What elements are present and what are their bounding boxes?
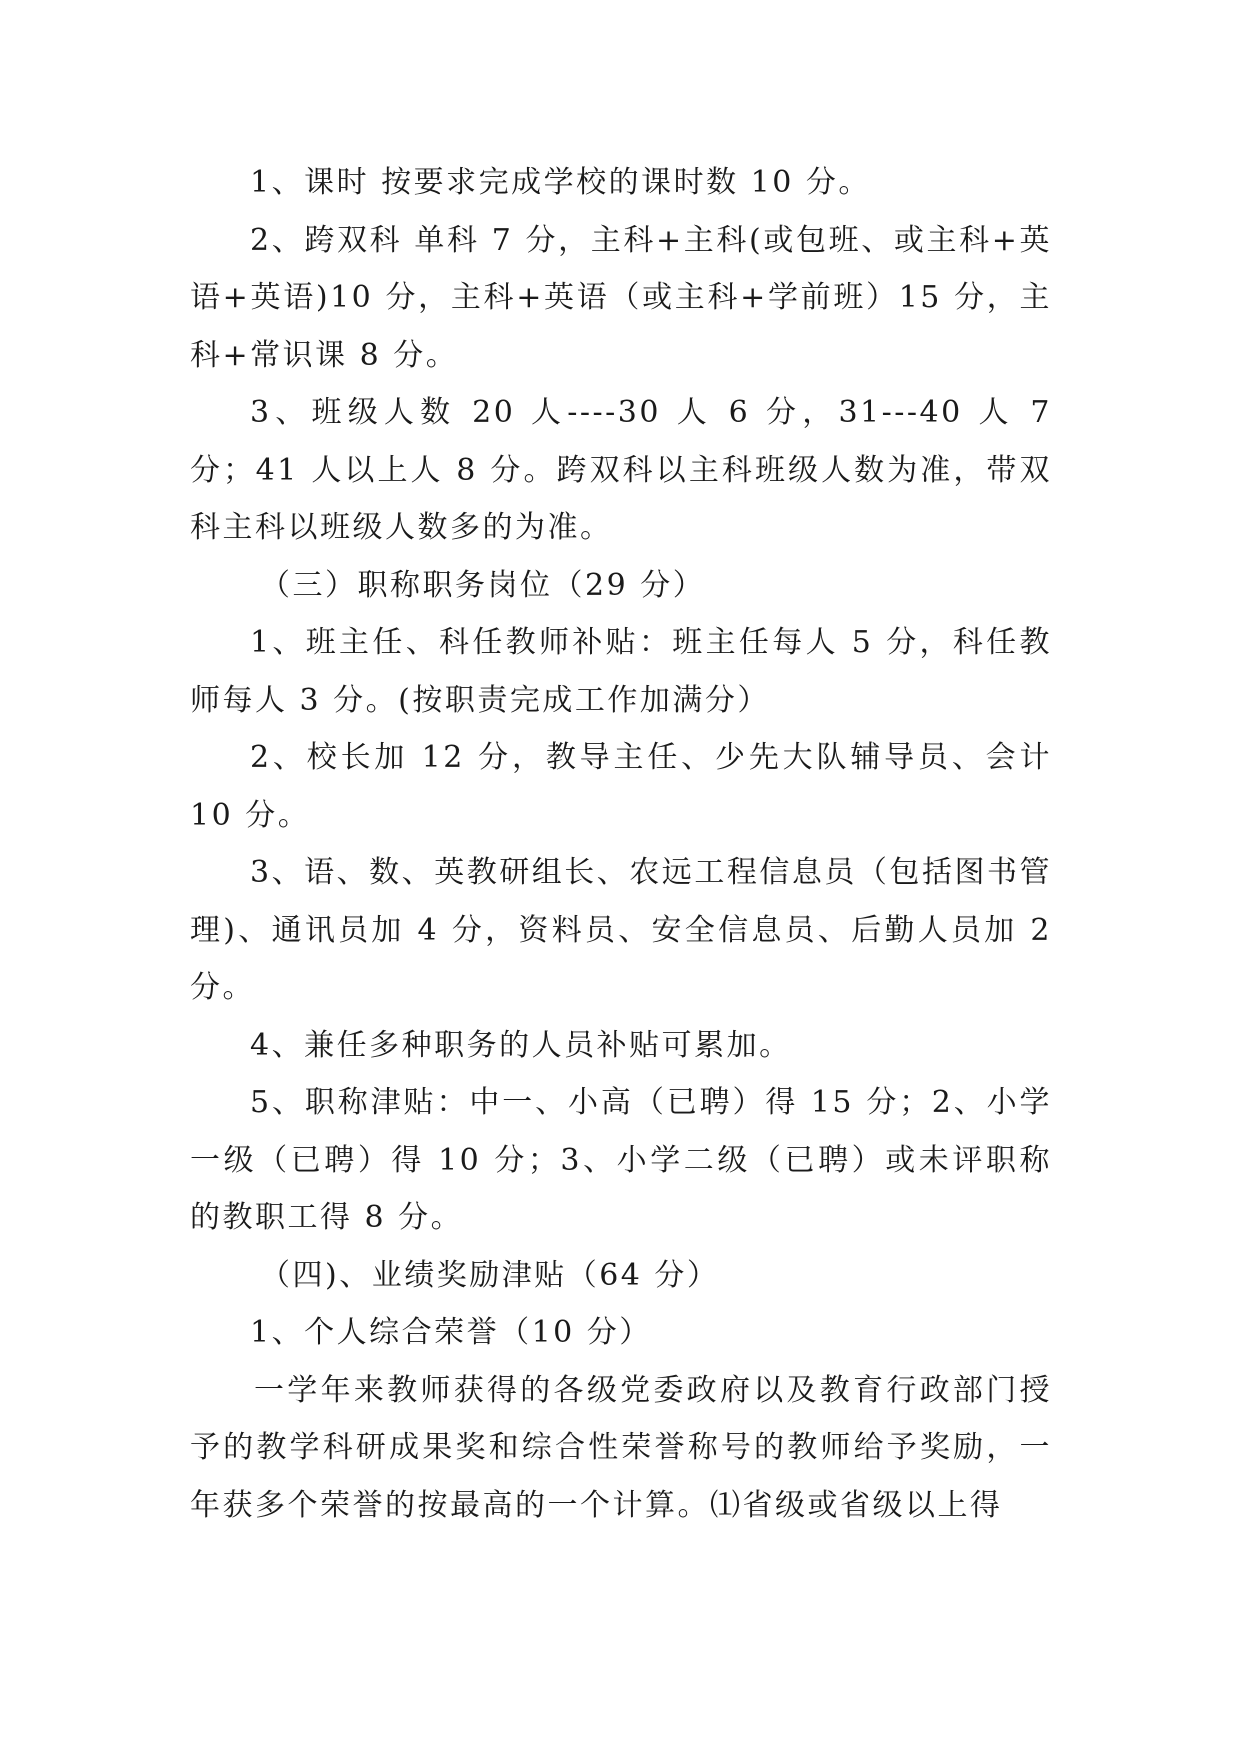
paragraph-multiple-duties: 4、兼任多种职务的人员补贴可累加。 bbox=[250, 1027, 792, 1063]
paragraph-personal-honor: 1、个人综合荣誉（10 分） bbox=[250, 1315, 652, 1350]
section-heading-performance: （四)、业绩奖励津贴（64 分） bbox=[260, 1257, 720, 1293]
document-body bbox=[190, 154, 1052, 1534]
paragraph-principal-bonus: 2、校长加 12 分，教导主任、少先大队辅导员、会计 10 分。 bbox=[190, 740, 1052, 833]
paragraph-cross-subject: 2、跨双科 单科 7 分，主科+主科(或包班、或主科+英语+英语)10 分，主科+英语（或主科+学前班）15 分，主科+常识课 8 分。 bbox=[190, 222, 1052, 373]
paragraph-class-size: 3、班级人数 20 人----30 人 6 分，31---40 人 7 分；41 人以上人 8 分。跨双科以主科班级人数为准，带双科主科以班级人数多的为准。 bbox=[190, 395, 1052, 545]
paragraph-honor-details: 一学年来教师获得的各级党委政府以及教育行政部门授予的教学科研成果奖和综合性荣誉称号的教师给予奖励，一年获多个荣誉的按最高的一个计算。⑴省级或省级以上得 bbox=[190, 1372, 1052, 1523]
paragraph-group-leaders: 3、语、数、英教研组长、农远工程信息员（包括图书管理)、通讯员加 4 分，资料员、安全信息员、后勤人员加 2 分。 bbox=[190, 855, 1052, 1005]
section-heading-title-duty: （三）职称职务岗位（29 分） bbox=[260, 567, 706, 603]
paragraph-title-allowance: 5、职称津贴：中一、小高（已聘）得 15 分；2、小学一级（已聘）得 10 分；3、小学二级（已聘）或未评职称的教职工得 8 分。 bbox=[190, 1085, 1052, 1235]
paragraph-class-hours: 1、课时 按要求完成学校的课时数 10 分。 bbox=[250, 165, 871, 200]
paragraph-teacher-subsidy: 1、班主任、科任教师补贴：班主任每人 5 分，科任教师每人 3 分。(按职责完成工作加满分） bbox=[190, 625, 1052, 718]
